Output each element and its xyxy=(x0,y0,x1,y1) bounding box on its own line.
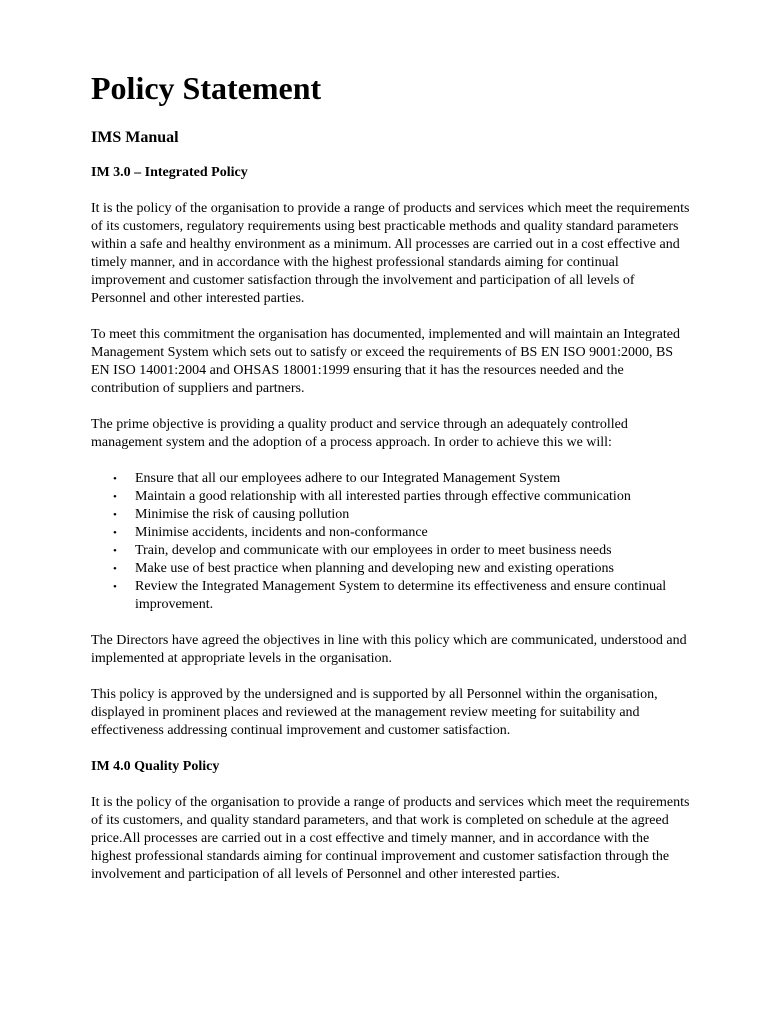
bullet-icon: • xyxy=(113,581,117,593)
bullet-icon: • xyxy=(113,545,117,557)
list-item: • Minimise the risk of causing pollution xyxy=(113,507,350,522)
page-title: Policy Statement xyxy=(91,70,322,106)
integrated-policy-paragraph-2: To meet this commitment the organisation has documented, implemented and will maintain an Integrated Management System which sets out to satisfy or exceed the requirements of BS EN ISO 9001:2000, BS EN ISO 14001:2004 and OHSAS 18001:1999 ensuring that it has the resources needed and the contribution of suppliers and partners. xyxy=(91,327,680,396)
list-item: • Train, develop and communicate with our employees in order to meet business needs xyxy=(113,543,612,558)
integrated-policy-paragraph-3: The prime objective is providing a quality product and service through an adequately controlled management system and the adoption of a process approach. In order to achieve this we will: xyxy=(91,417,628,450)
list-item: • Minimise accidents, incidents and non-conformance xyxy=(113,525,428,540)
directors-paragraph: The Directors have agreed the objectives in line with this policy which are communicated, understood and implemented at appropriate levels in the organisation. xyxy=(91,633,687,666)
bullet-icon: • xyxy=(113,473,117,485)
objectives-list xyxy=(91,470,691,614)
bullet-icon: • xyxy=(113,527,117,539)
quality-policy-paragraph: It is the policy of the organisation to provide a range of products and services which meet the requirements of its customers, and quality standard parameters, and that work is completed on schedule at the agreed price.All processes are carried out in a cost effective and timely manner, and in accordance with the highest professional standards aiming for continual improvement and customer satisfaction through the involvement and participation of all levels of Personnel and other interested parties. xyxy=(91,795,690,882)
integrated-policy-paragraph-1: It is the policy of the organisation to provide a range of products and services which meet the requirements of its customers, regulatory requirements using best practicable methods and quality standard parameters within a safe and healthy environment as a minimum. All processes are carried out in a cost effective and timely manner, and in accordance with the highest professional standards aiming for continual improvement and customer satisfaction through the involvement and participation of all levels of Personnel and other interested parties. xyxy=(91,201,690,306)
section-heading-integrated-policy: IM 3.0 – Integrated Policy xyxy=(91,165,248,180)
bullet-icon: • xyxy=(113,491,117,503)
manual-subtitle: IMS Manual xyxy=(91,129,179,146)
list-item: • Make use of best practice when planning and developing new and existing operations xyxy=(113,561,614,576)
bullet-icon: • xyxy=(113,563,117,575)
list-item: • Review the Integrated Management System to determine its effectiveness and ensure continual improvement. xyxy=(113,579,667,612)
approval-paragraph: This policy is approved by the undersigned and is supported by all Personnel within the organisation, displayed in prominent places and reviewed at the management review meeting for suitability and effectiveness addressing continual improvement and customer satisfaction. xyxy=(91,687,658,738)
list-item: • Maintain a good relationship with all interested parties through effective communication xyxy=(113,489,631,504)
section-heading-quality-policy: IM 4.0 Quality Policy xyxy=(91,759,220,774)
list-item: • Ensure that all our employees adhere to our Integrated Management System xyxy=(113,471,561,486)
document-page xyxy=(91,66,691,884)
bullet-icon: • xyxy=(113,509,117,521)
